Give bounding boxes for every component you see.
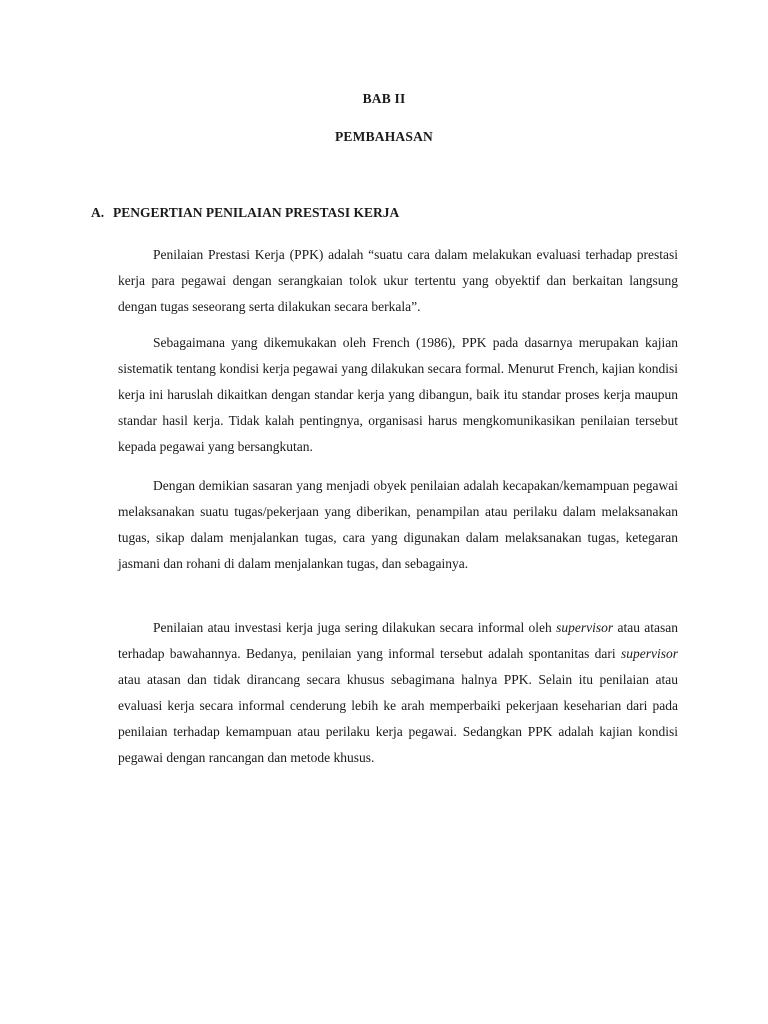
paragraph-text-segment: atau atasan terhadap bawahannya. Bedanya, penilaian yang informal tersebut adalah spontanitas dari bbox=[118, 620, 679, 661]
paragraph-text-segment: Penilaian atau investasi kerja juga sering dilakukan secara informal oleh bbox=[153, 620, 557, 635]
paragraph-text: Penilaian Prestasi Kerja (PPK) adalah “suatu cara dalam melakukan evaluasi terhadap prestasi kerja para pegawai dengan serangkaian tolok ukur tertentu yang obyektif dan berkaitan langsung dengan tugas seseorang serta dilakukan secara berkala”. bbox=[118, 247, 678, 314]
section-title: PENGERTIAN PENILAIAN PRESTASI KERJA bbox=[113, 205, 400, 220]
chapter-title: PEMBAHASAN bbox=[334, 129, 433, 144]
paragraph-text: Dengan demikian sasaran yang menjadi obyek penilaian adalah kecapakan/kemampuan pegawai melaksanakan suatu tugas/pekerjaan yang diberikan, penampilan atau perilaku dalam melaksanakan tugas, sikap dalam menjalankan tugas, cara yang digunakan dalam melaksanakan tugas, ketegaran jasmani dan rohani di dalam menjalankan tugas, dan sebagainya. bbox=[118, 478, 678, 571]
paragraph-3 bbox=[118, 473, 678, 577]
paragraph-text: Sebagaimana yang dikemukakan oleh French (1986), PPK pada dasarnya merupakan kajian sistematik tentang kondisi kerja pegawai yang dilakukan secara formal. Menurut French, kajian kondisi kerja ini haruslah dikaitkan dengan standar kerja yang dibangun, baik itu standar proses kerja maupun standar hasil kerja. Tidak kalah pentingnya, organisasi harus mengkomunikasikan penilaian tersebut kepada pegawai yang bersangkutan. bbox=[118, 335, 678, 454]
chapter-label: BAB II bbox=[362, 91, 406, 106]
paragraph-2 bbox=[118, 330, 678, 460]
paragraph-text bbox=[118, 615, 678, 771]
paragraph-4 bbox=[118, 615, 678, 771]
section-heading bbox=[91, 205, 399, 221]
italic-term: supervisor bbox=[621, 646, 678, 661]
section-number: A. bbox=[91, 205, 105, 220]
italic-term: supervisor bbox=[556, 620, 614, 635]
paragraph-1 bbox=[118, 242, 678, 320]
paragraph-text-segment: atau atasan dan tidak dirancang secara khusus sebagimana halnya PPK. Selain itu penilaian atau evaluasi kerja secara informal cenderung lebih ke arah memperbaiki pekerjaan keseharian dari pada penilaian terhadap kemampuan atau perilaku kerja pegawai. Sedangkan PPK adalah kajian kondisi pegawai dengan rancangan dan metode khusus. bbox=[118, 672, 678, 765]
